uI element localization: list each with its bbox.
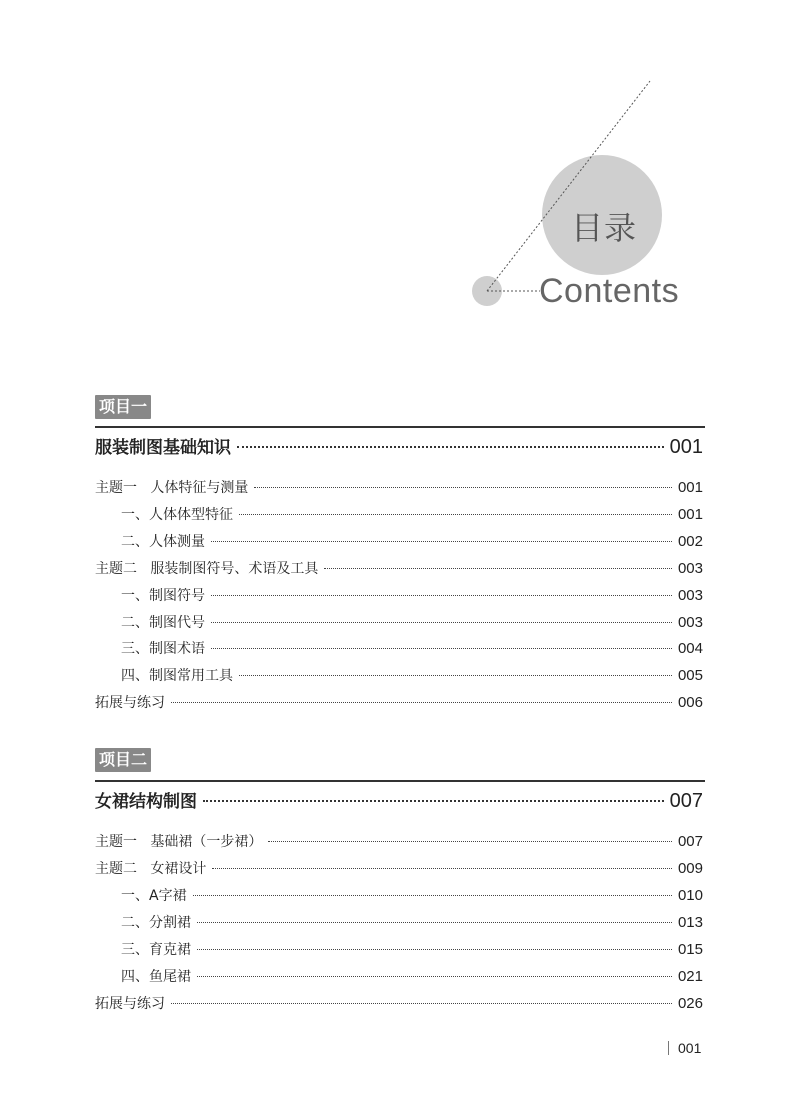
leader-dots: [197, 949, 672, 950]
section-title: 女裙结构制图: [95, 792, 197, 812]
leader-dots: [254, 487, 672, 488]
page-footer: [668, 1040, 701, 1056]
page-number: 026: [677, 995, 703, 1012]
toc-entry[interactable]: [95, 477, 703, 499]
toc-entry[interactable]: [95, 692, 703, 714]
page-number: 009: [677, 860, 703, 877]
entry-text: 拓展与练习: [95, 695, 165, 711]
entry-text: 二、人体测量: [121, 534, 205, 550]
entry-text: 四、鱼尾裙: [121, 969, 191, 985]
toc-entry[interactable]: [121, 912, 703, 934]
toc-entry[interactable]: [121, 504, 703, 526]
page-number: 003: [677, 560, 703, 577]
toc-entry[interactable]: [121, 585, 703, 607]
page-number: 010: [677, 887, 703, 904]
leader-dots: [197, 922, 672, 923]
leader-dots: [237, 446, 664, 448]
toc-entry[interactable]: [95, 831, 703, 853]
toc-entry[interactable]: [95, 993, 703, 1015]
toc-entry[interactable]: [95, 858, 703, 880]
leader-dots: [211, 541, 672, 542]
entry-text: 四、制图常用工具: [121, 668, 233, 684]
toc-entry[interactable]: [121, 885, 703, 907]
leader-dots: [203, 800, 664, 802]
leader-dots: [171, 1003, 672, 1004]
toc-entry[interactable]: [121, 612, 703, 634]
entry-text: 二、制图代号: [121, 615, 205, 631]
toc-title: 目录: [571, 209, 638, 247]
page-number: 003: [677, 614, 703, 631]
leader-dots: [239, 675, 672, 676]
leader-dots: [211, 648, 672, 649]
page-number: 001: [677, 506, 703, 523]
leader-dots: [268, 841, 672, 842]
footer-divider: [668, 1041, 669, 1055]
entry-text: 主题二 服装制图符号、术语及工具: [95, 561, 319, 577]
entry-text: 主题一 人体特征与测量: [95, 480, 249, 496]
page-number: 021: [677, 968, 703, 985]
entry-text: 一、制图符号: [121, 588, 205, 604]
entry-text: 二、分割裙: [121, 915, 191, 931]
toc-entry[interactable]: [121, 939, 703, 961]
leader-dots: [324, 568, 672, 569]
section-title: 服装制图基础知识: [95, 438, 231, 458]
page-number: 013: [677, 914, 703, 931]
leader-dots: [211, 622, 672, 623]
entry-text: 一、人体体型特征: [121, 507, 233, 523]
page-number: 001: [677, 479, 703, 496]
entry-text: 一、A字裙: [121, 888, 187, 904]
toc-entry[interactable]: [121, 966, 703, 988]
leader-dots: [211, 595, 672, 596]
page-number: 002: [677, 533, 703, 550]
page-number: 007: [677, 833, 703, 850]
leader-dots: [212, 868, 672, 869]
entry-text: 三、制图术语: [121, 641, 205, 657]
page-number: 003: [677, 587, 703, 604]
section-title-row[interactable]: [95, 433, 703, 461]
leader-dots: [197, 976, 672, 977]
entry-text: 主题二 女裙设计: [95, 861, 207, 877]
leader-dots: [239, 514, 672, 515]
section-rule: [95, 426, 705, 428]
toc-entry[interactable]: [121, 665, 703, 687]
footer-page-number: 001: [678, 1040, 702, 1056]
page-number: 007: [669, 790, 703, 812]
leader-dots: [193, 895, 672, 896]
section-rule: [95, 780, 705, 782]
page-number: 006: [677, 694, 703, 711]
entry-text: 拓展与练习: [95, 996, 165, 1012]
section-badge: 项目一: [95, 395, 151, 419]
toc-entry[interactable]: [95, 558, 703, 580]
toc-entry[interactable]: [121, 638, 703, 660]
entry-text: 主题一 基础裙（一步裙）: [95, 834, 263, 850]
page-number: 004: [677, 640, 703, 657]
page-number: 015: [677, 941, 703, 958]
toc-subtitle: Contents: [539, 272, 680, 310]
toc-entry[interactable]: [121, 531, 703, 553]
entry-text: 三、育克裙: [121, 942, 191, 958]
page-number: 005: [677, 667, 703, 684]
section-badge: 项目二: [95, 748, 151, 772]
leader-dots: [171, 702, 672, 703]
page-number: 001: [669, 436, 703, 458]
section-title-row[interactable]: [95, 787, 703, 815]
